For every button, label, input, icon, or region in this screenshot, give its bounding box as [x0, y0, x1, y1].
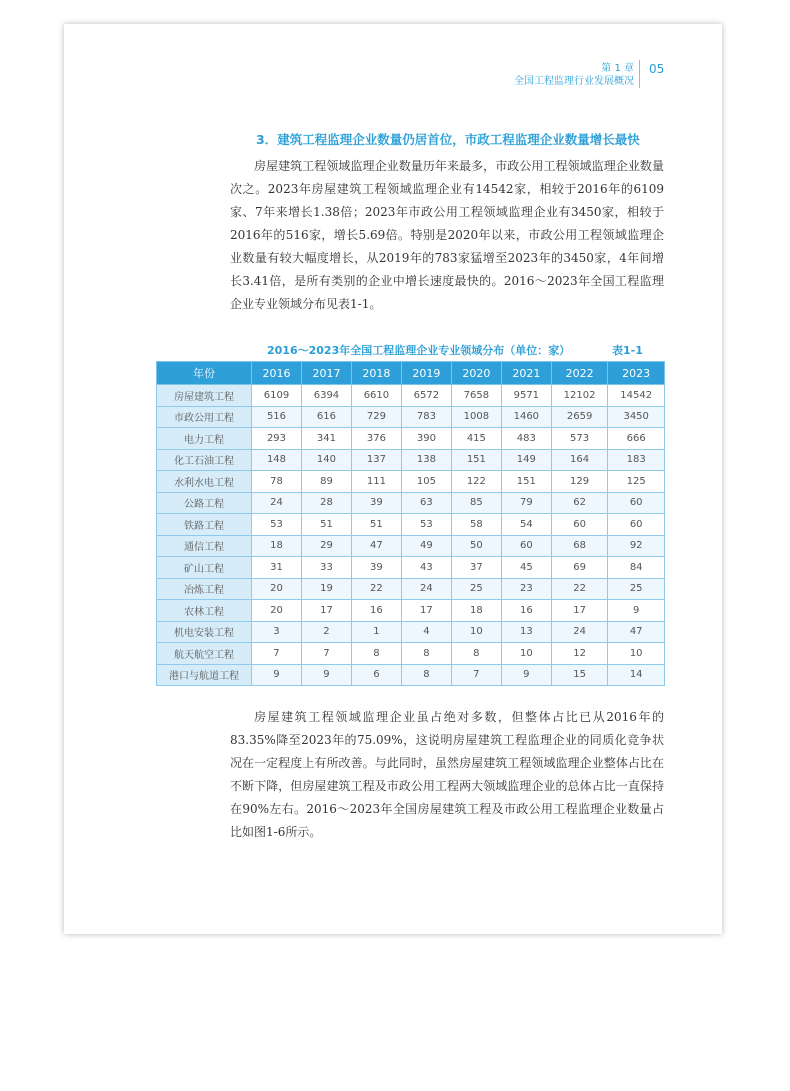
row-value: 58 [451, 514, 501, 536]
book-page [64, 24, 722, 934]
row-value: 9 [501, 664, 551, 686]
row-value: 22 [351, 578, 401, 600]
header-cell-year: 2017 [301, 362, 351, 385]
paragraph-intro: 房屋建筑工程领域监理企业数量历年来最多，市政公用工程领域监理企业数量次之。2023年房屋建筑工程领域监理企业有14542家，相较于2016年的6109家、7年来增长1.38倍；2023年市政公用工程领域监理企业有3450家，相较于2016年的516家，增长5.69倍。特别是2020年以来，市政公用工程领域监理企业数量有较大幅度增长，从2019年的783家猛增至2023年的3450家，4年间增长3.41倍，是所有类别的企业中增长速度最快的。2016～2023年全国工程监理企业专业领域分布见表1-1。 [230, 159, 664, 311]
row-value: 8 [451, 643, 501, 665]
row-value: 45 [501, 557, 551, 579]
row-value: 2 [301, 621, 351, 643]
table-row [157, 385, 665, 407]
row-value: 3 [252, 621, 302, 643]
row-value: 25 [451, 578, 501, 600]
row-value: 7658 [451, 385, 501, 407]
table-number: 表1-1 [612, 344, 643, 357]
row-value: 23 [501, 578, 551, 600]
header-cell-year: 2022 [551, 362, 608, 385]
row-value: 54 [501, 514, 551, 536]
row-value: 60 [551, 514, 608, 536]
row-value: 33 [301, 557, 351, 579]
row-category: 化工石油工程 [157, 449, 252, 471]
chapter-number: 第 1 章 [601, 63, 634, 74]
table-row [157, 471, 665, 493]
table-row [157, 449, 665, 471]
row-value: 376 [351, 428, 401, 450]
row-value: 183 [608, 449, 665, 471]
row-value: 47 [351, 535, 401, 557]
row-value: 18 [252, 535, 302, 557]
table-header-row [157, 362, 665, 385]
row-value: 10 [501, 643, 551, 665]
row-category: 铁路工程 [157, 514, 252, 536]
row-value: 729 [351, 406, 401, 428]
row-value: 50 [451, 535, 501, 557]
row-value: 24 [252, 492, 302, 514]
row-value: 148 [252, 449, 302, 471]
row-category: 农林工程 [157, 600, 252, 622]
row-value: 89 [301, 471, 351, 493]
row-value: 1008 [451, 406, 501, 428]
row-value: 483 [501, 428, 551, 450]
row-value: 39 [351, 492, 401, 514]
row-value: 85 [451, 492, 501, 514]
row-value: 129 [551, 471, 608, 493]
row-value: 138 [401, 449, 451, 471]
table-row [157, 514, 665, 536]
row-value: 14542 [608, 385, 665, 407]
row-category: 电力工程 [157, 428, 252, 450]
row-value: 140 [301, 449, 351, 471]
paragraph-analysis: 房屋建筑工程领域监理企业虽占绝对多数，但整体占比已从2016年的83.35%降至2023年的75.09%，这说明房屋建筑工程监理企业的同质化竞争状况在一定程度上有所改善。与此同时，虽然房屋建筑工程领域监理企业整体占比在不断下降，但房屋建筑工程及市政公用工程两大领域监理企业的总体占比一直保持在90%左右。2016～2023年全国房屋建筑工程及市政公用工程监理企业数量占比如图1-6所示。 [230, 710, 664, 839]
row-value: 13 [501, 621, 551, 643]
row-category: 市政公用工程 [157, 406, 252, 428]
row-value: 16 [351, 600, 401, 622]
row-value: 20 [252, 600, 302, 622]
row-value: 92 [608, 535, 665, 557]
row-value: 1 [351, 621, 401, 643]
table-row [157, 643, 665, 665]
row-value: 25 [608, 578, 665, 600]
row-value: 53 [401, 514, 451, 536]
row-value: 6394 [301, 385, 351, 407]
running-header [514, 62, 634, 88]
row-value: 68 [551, 535, 608, 557]
row-value: 19 [301, 578, 351, 600]
row-value: 10 [608, 643, 665, 665]
table-row [157, 578, 665, 600]
row-value: 43 [401, 557, 451, 579]
row-value: 18 [451, 600, 501, 622]
row-value: 7 [451, 664, 501, 686]
row-value: 7 [301, 643, 351, 665]
section-heading: 3．建筑工程监理企业数量仍居首位，市政工程监理企业数量增长最快 [256, 132, 640, 147]
row-value: 6610 [351, 385, 401, 407]
row-value: 14 [608, 664, 665, 686]
row-value: 125 [608, 471, 665, 493]
row-category: 港口与航道工程 [157, 664, 252, 686]
row-value: 28 [301, 492, 351, 514]
row-value: 53 [252, 514, 302, 536]
row-value: 2659 [551, 406, 608, 428]
row-value: 60 [608, 514, 665, 536]
row-value: 12102 [551, 385, 608, 407]
row-value: 62 [551, 492, 608, 514]
row-category: 机电安装工程 [157, 621, 252, 643]
row-value: 60 [501, 535, 551, 557]
row-value: 415 [451, 428, 501, 450]
row-value: 6109 [252, 385, 302, 407]
table-row [157, 535, 665, 557]
header-cell-year: 2021 [501, 362, 551, 385]
row-value: 24 [401, 578, 451, 600]
row-value: 49 [401, 535, 451, 557]
row-value: 63 [401, 492, 451, 514]
row-value: 573 [551, 428, 608, 450]
row-value: 9571 [501, 385, 551, 407]
row-value: 17 [301, 600, 351, 622]
row-value: 12 [551, 643, 608, 665]
page-number: 05 [649, 62, 665, 76]
table-row [157, 621, 665, 643]
row-value: 111 [351, 471, 401, 493]
row-value: 9 [301, 664, 351, 686]
header-cell-year: 2016 [252, 362, 302, 385]
row-value: 37 [451, 557, 501, 579]
table-row [157, 600, 665, 622]
row-category: 航天航空工程 [157, 643, 252, 665]
header-divider [639, 60, 640, 88]
table-row [157, 492, 665, 514]
row-value: 105 [401, 471, 451, 493]
row-value: 1460 [501, 406, 551, 428]
row-category: 通信工程 [157, 535, 252, 557]
row-category: 公路工程 [157, 492, 252, 514]
row-category: 矿山工程 [157, 557, 252, 579]
row-value: 10 [451, 621, 501, 643]
row-value: 164 [551, 449, 608, 471]
row-value: 9 [252, 664, 302, 686]
row-value: 29 [301, 535, 351, 557]
row-value: 122 [451, 471, 501, 493]
row-value: 8 [401, 664, 451, 686]
row-value: 51 [301, 514, 351, 536]
row-category: 房屋建筑工程 [157, 385, 252, 407]
row-value: 666 [608, 428, 665, 450]
row-value: 3450 [608, 406, 665, 428]
header-cell-year: 2020 [451, 362, 501, 385]
header-cell-year: 2023 [608, 362, 665, 385]
row-value: 7 [252, 643, 302, 665]
table-body [157, 385, 665, 686]
table-row [157, 406, 665, 428]
row-value: 616 [301, 406, 351, 428]
header-cell-year: 2018 [351, 362, 401, 385]
row-value: 31 [252, 557, 302, 579]
row-value: 17 [551, 600, 608, 622]
row-value: 51 [351, 514, 401, 536]
row-value: 47 [608, 621, 665, 643]
row-value: 17 [401, 600, 451, 622]
row-value: 149 [501, 449, 551, 471]
row-value: 151 [451, 449, 501, 471]
row-value: 84 [608, 557, 665, 579]
row-value: 137 [351, 449, 401, 471]
row-category: 水利水电工程 [157, 471, 252, 493]
row-value: 9 [608, 600, 665, 622]
row-value: 4 [401, 621, 451, 643]
table-caption: 2016～2023年全国工程监理企业专业领域分布（单位：家） [267, 344, 571, 357]
row-value: 24 [551, 621, 608, 643]
row-value: 151 [501, 471, 551, 493]
table-row [157, 557, 665, 579]
header-cell-year-label: 年份 [157, 362, 252, 385]
row-value: 78 [252, 471, 302, 493]
row-category: 冶炼工程 [157, 578, 252, 600]
row-value: 6572 [401, 385, 451, 407]
row-value: 39 [351, 557, 401, 579]
table-row [157, 428, 665, 450]
row-value: 15 [551, 664, 608, 686]
row-value: 341 [301, 428, 351, 450]
row-value: 79 [501, 492, 551, 514]
header-cell-year: 2019 [401, 362, 451, 385]
row-value: 783 [401, 406, 451, 428]
row-value: 20 [252, 578, 302, 600]
row-value: 516 [252, 406, 302, 428]
row-value: 293 [252, 428, 302, 450]
row-value: 8 [401, 643, 451, 665]
row-value: 8 [351, 643, 401, 665]
row-value: 390 [401, 428, 451, 450]
row-value: 6 [351, 664, 401, 686]
row-value: 16 [501, 600, 551, 622]
chapter-title: 全国工程监理行业发展概况 [514, 76, 634, 87]
distribution-table [156, 361, 665, 686]
table-row [157, 664, 665, 686]
row-value: 22 [551, 578, 608, 600]
row-value: 60 [608, 492, 665, 514]
row-value: 69 [551, 557, 608, 579]
